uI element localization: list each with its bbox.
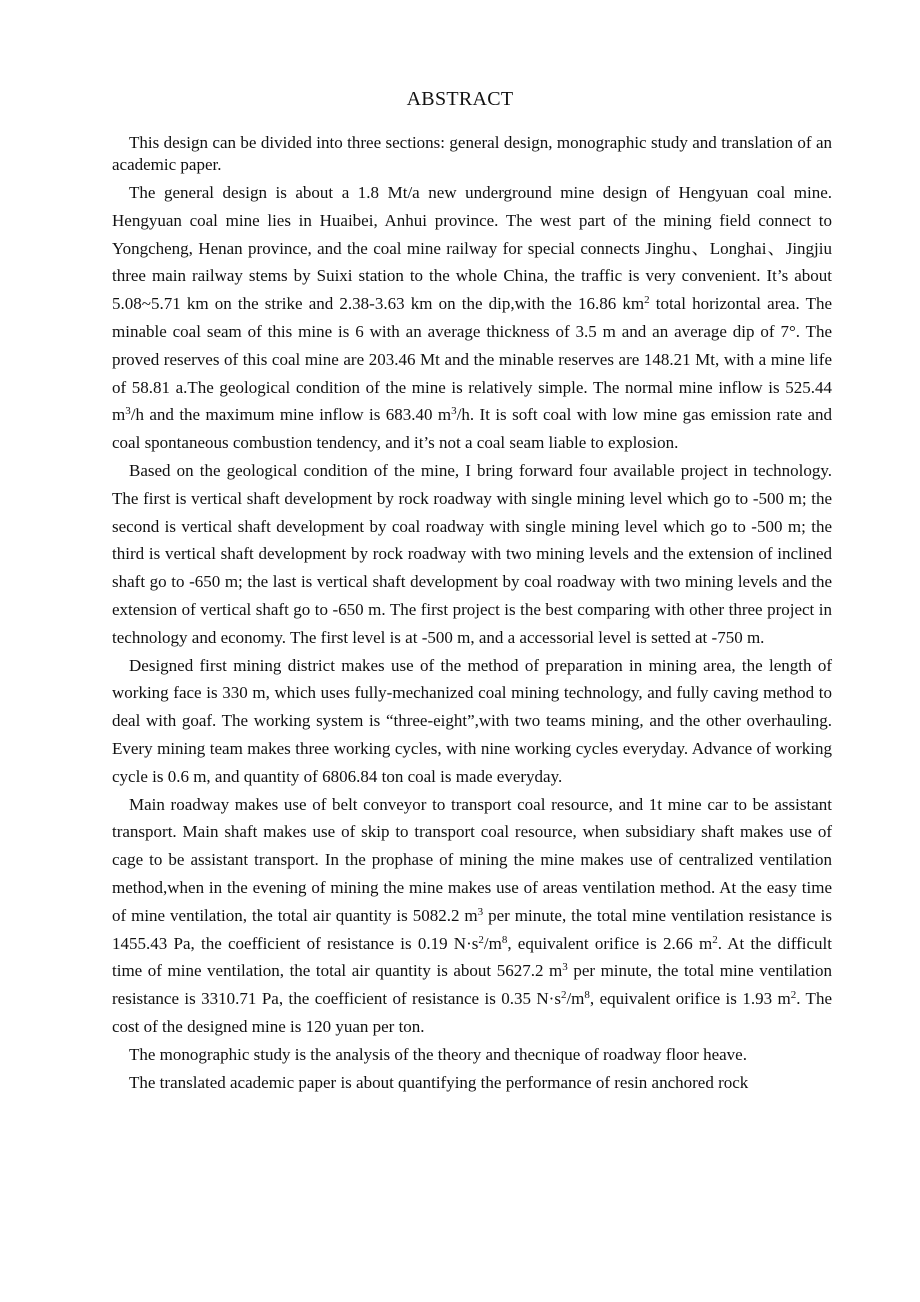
text-run: Main roadway makes use of belt conveyor to transport coal resource, and 1t mine car to be assistant transport. Main shaft makes use of skip to transport coal resource, when subsidiary shaft makes use of cage to be assistant transport. In the prophase of mining the mine makes use of centralized ventilation method,when in the evening of mining the mine makes use of areas ventilation method. At the easy time of mine ventilation, the total air quantity is 5082.2 m	[112, 794, 832, 925]
superscript: 2	[560, 989, 567, 1002]
text-run: /h. It is soft coal with low mine gas emission rate and coal spontaneous combustion tendency, and it’s not a coal seam liable to explosion.	[112, 405, 832, 453]
text-run: /h and the maximum mine inflow is 683.40 m	[130, 405, 452, 425]
paragraph-monographic-study: The monographic study is the analysis of the theory and thecnique of roadway floor heave.	[129, 1044, 747, 1064]
text-run: total horizontal area. The minable coal seam of this mine is 6 with an average thickness of 3.5 m and an average dip of 7°. The proved reserves of this coal mine are 203.46 Mt and the minable reserves are 148.21 Mt, with a mine life of 58.81 a.The geological condition of the mine is relatively simple. The normal mine inflow is 525.44 m	[112, 294, 832, 425]
superscript: 8	[584, 989, 590, 1002]
superscript: 2	[790, 989, 797, 1002]
superscript: 3	[477, 905, 484, 918]
paragraph-projects: Based on the geological condition of the mine, I bring forward four available project in technology. The first is vertical shaft development by rock roadway with single mining level which go to -500 m; the second is vertical shaft development by coal roadway with single mining level which go to -500 m; the third is vertical shaft development by rock roadway with two mining levels and the extension of inclined shaft go to -650 m; the last is vertical shaft development by coal roadway with two mining levels and the extension of vertical shaft go to -650 m. The first project is the best comparing with other three project in technology and economy. The first level is at -500 m, and a accessorial level is setted at -750 m.	[112, 460, 832, 647]
text-run: The general design is about a 1.8 Mt/a new underground mine design of Hengyuan coal mine. Hengyuan coal mine lies in Huaibei, Anhui province. The west part of the mining field connect to Yongcheng, Henan province, and the coal mine railway for special connects Jinghu、Longhai、Jingjiu three main railway stems by Suixi station to the whole China, the traffic is very convenient. It’s about 5.08~5.71 km on the strike and 2.38-3.63 km on the dip,with the 16.86 km	[112, 183, 832, 314]
paragraph-general-design	[112, 179, 832, 457]
superscript: 8	[501, 933, 508, 946]
superscript: 3	[562, 961, 568, 974]
text-run: . The cost of the designed mine is 120 yuan per ton.	[112, 989, 832, 1036]
text-run: . At the difficult time of mine ventilation, the total air quantity is about 5627.2 m	[112, 933, 832, 981]
abstract-body	[112, 132, 832, 1096]
superscript: 2	[644, 294, 650, 307]
text-run: /m	[566, 989, 585, 1009]
text-run: , equivalent orifice is 2.66 m	[507, 933, 713, 953]
superscript: 3	[451, 405, 457, 418]
text-run: per minute, the total mine ventilation resistance is 3310.71 Pa, the coefficient of resistance is 0.35 N·s	[112, 961, 832, 1009]
paragraph-transport-ventilation	[112, 791, 832, 1041]
superscript: 3	[125, 405, 131, 418]
superscript: 2	[478, 933, 484, 946]
paragraph-mining-district: Designed first mining district makes use of the method of preparation in mining area, the length of working face is 330 m, which uses fully-mechanized coal mining technology, and fully caving method to deal with goaf. The working system is “three-eight”,with two teams mining, and the other overhauling. Every mining team makes three working cycles, with nine working cycles everyday. Advance of working cycle is 0.6 m, and quantity of 6806.84 ton coal is made everyday.	[112, 655, 832, 786]
superscript: 2	[712, 933, 718, 946]
text-run: per minute, the total mine ventilation resistance is 1455.43 Pa, the coefficient of resistance is 0.19 N·s	[112, 905, 832, 953]
paragraph-intro: This design can be divided into three sections: general design, monographic study and translation of an academic paper.	[112, 133, 832, 174]
abstract-title: ABSTRACT	[406, 88, 514, 110]
paragraph-translated-paper: The translated academic paper is about quantifying the performance of resin anchored rock	[129, 1072, 749, 1092]
text-run: , equivalent orifice is 1.93 m	[589, 989, 791, 1009]
text-run: /m	[483, 933, 502, 953]
